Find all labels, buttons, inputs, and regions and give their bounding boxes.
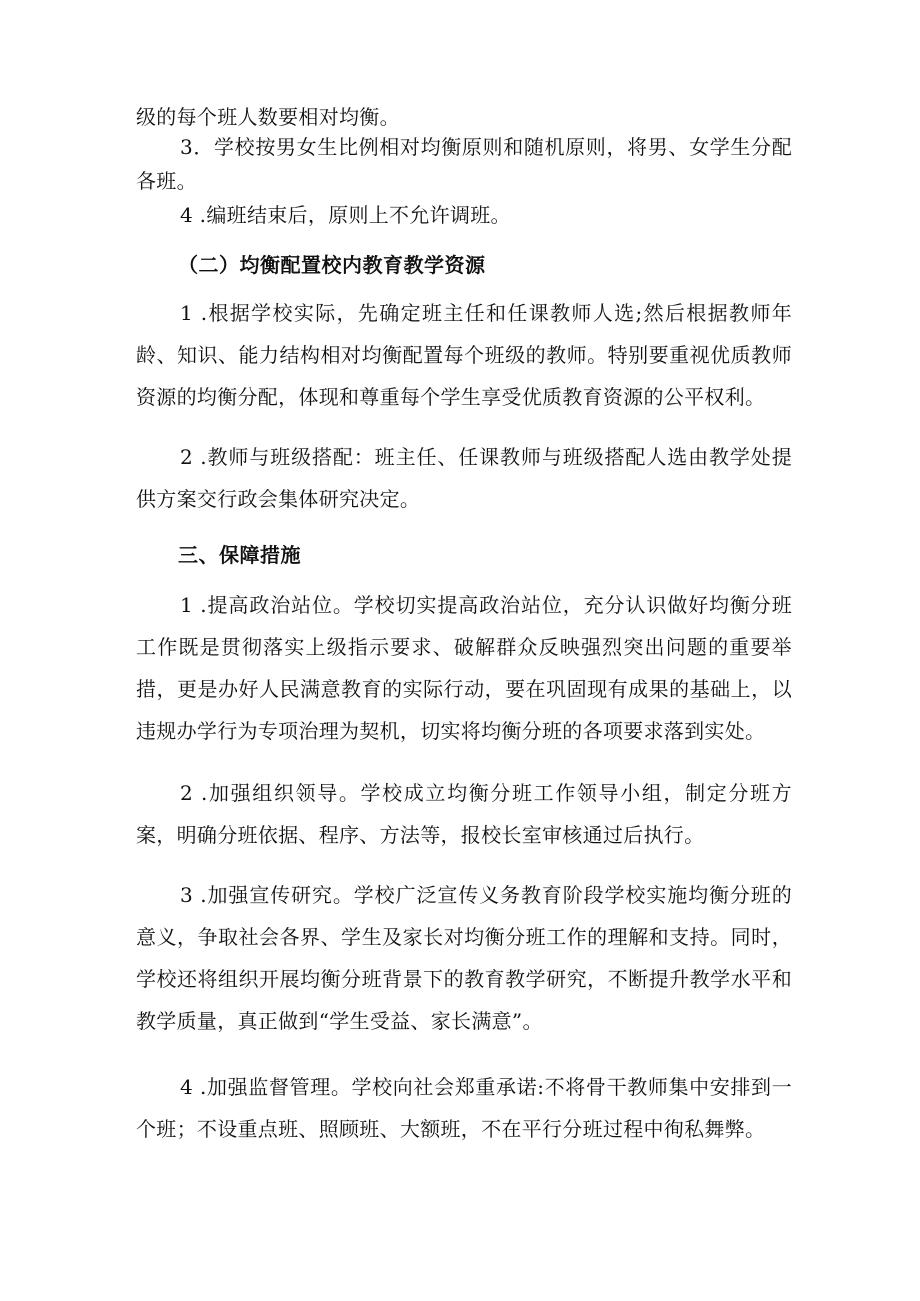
- paragraph-political-stance: 1 .提高政治站位。学校切实提高政治站位，充分认识做好均衡分班工作既是贯彻落实上级指示要求、破解群众反映强烈突出问题的重要举措，更是办好人民满意教育的实际行动，要在巩固现有成果的基础上，以违规办学行为专项治理为契机，切实将均衡分班的各项要求落到实处。: [136, 593, 792, 743]
- paragraph-teacher-allocation: 1 .根据学校实际，先确定班主任和任课教师人选;然后根据教师年龄、知识、能力结构相对均衡配置每个班级的教师。特别要重视优质教师资源的均衡分配，体现和尊重每个学生享受优质教育资源的公平权利。: [136, 301, 792, 409]
- paragraph-grouping-by-gender: 3．学校按男女生比例相对均衡原则和随机原则，将男、女学生分配各班。: [136, 135, 792, 193]
- paragraph-teacher-class-matching: 2 .教师与班级搭配：班主任、任课教师与班级搭配人选由教学处提供方案交行政会集体研究决定。: [136, 445, 792, 511]
- paragraph-supervision: 4 .加强监督管理。学校向社会郑重承诺:不将骨干教师集中安排到一个班；不设重点班、照顾班、大额班，不在平行分班过程中徇私舞弊。: [136, 1075, 792, 1141]
- paragraph-organization-leadership: 2 .加强组织领导。学校成立均衡分班工作领导小组，制定分班方案，明确分班依据、程序、方法等，报校长室审核通过后执行。: [136, 781, 792, 847]
- section-heading-safeguards: 三、保障措施: [178, 543, 301, 567]
- subsection-heading-resources: （二）均衡配置校内教育教学资源: [178, 253, 486, 277]
- paragraph-publicity-research: 3 .加强宣传研究。学校广泛宣传义务教育阶段学校实施均衡分班的意义，争取社会各界、学生及家长对均衡分班工作的理解和支持。同时，学校还将组织开展均衡分班背景下的教育教学研究，不断提升教学水平和教学质量，真正做到“学生受益、家长满意”。: [136, 883, 792, 1033]
- paragraph-no-class-transfer: 4 .编班结束后，原则上不允许调班。: [180, 203, 511, 227]
- paragraph-continuation: 级的每个班人数要相对均衡。: [136, 105, 400, 129]
